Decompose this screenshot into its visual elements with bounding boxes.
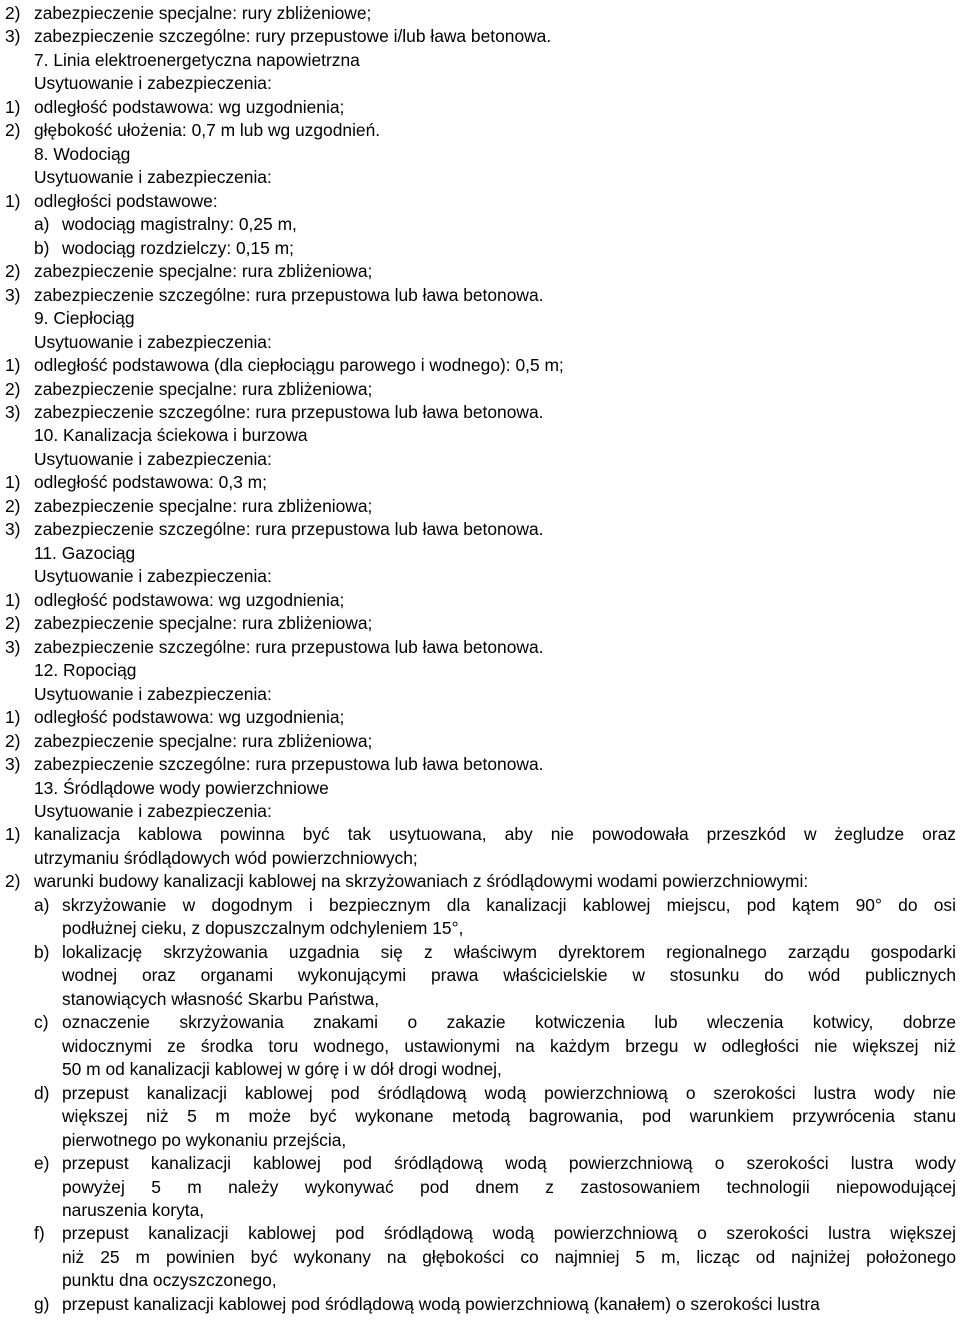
list-item-text: zabezpieczenie specjalne: rura zbliżeniowa; [34, 730, 373, 751]
section-title: 8. Wodociąg [34, 143, 131, 164]
list-item-number: 3) [5, 401, 21, 422]
list-item-number: 2) [5, 495, 21, 516]
list-item-text: zabezpieczenie specjalne: rura zbliżeniowa; [34, 495, 373, 516]
sub-item-text: lokalizację skrzyżowania uzgadnia się z właściwym dyrektorem regionalnego zarządu gospodarki [62, 941, 956, 962]
list-item-number: 3) [5, 754, 21, 775]
sub-item-letter: a) [34, 214, 50, 235]
list-item-text: zabezpieczenie szczególne: rura przepustowa lub ława betonowa. [34, 401, 544, 422]
sub-item-text: podłużnej cieku, z dopuszczalnym odchyleniem 15°, [62, 918, 464, 939]
sub-item-text: wodociąg rozdzielczy: 0,15 m; [62, 237, 294, 258]
list-item-number: 2) [5, 613, 21, 634]
list-item-number: 3) [5, 26, 21, 47]
sub-item-text: widocznymi ze środka toru wodnego, ustawionymi na każdym brzegu w odległości nie większej niż [62, 1035, 956, 1056]
section-subtitle: Usytuowanie i zabezpieczenia: [34, 566, 272, 587]
sub-item-text: wodociąg magistralny: 0,25 m, [62, 214, 297, 235]
sub-item-letter: b) [34, 941, 50, 962]
sub-item-letter: d) [34, 1082, 50, 1103]
section-title: 12. Ropociąg [34, 660, 137, 681]
section-title: 10. Kanalizacja ściekowa i burzowa [34, 425, 308, 446]
list-item-text: odległość podstawowa: wg uzgodnienia; [34, 589, 345, 610]
sub-item-text: stanowiących własność Skarbu Państwa, [62, 988, 380, 1009]
list-item-number: 1) [5, 589, 21, 610]
section-title: 11. Gazociąg [34, 542, 136, 563]
list-item-text: odległość podstawowa: 0,3 m; [34, 472, 267, 493]
sub-item-text: przepust kanalizacji kablowej pod śródlądową wodą powierzchniową o szerokości lustra wody nie [62, 1082, 956, 1103]
list-item-text: zabezpieczenie szczególne: rury przepustowe i/lub ława betonowa. [34, 26, 552, 47]
list-item-number: 2) [5, 120, 21, 141]
list-item-text: zabezpieczenie specjalne: rura zbliżeniowa; [34, 613, 373, 634]
list-item-text: zabezpieczenie szczególne: rura przepustowa lub ława betonowa. [34, 754, 544, 775]
sub-item-letter: a) [34, 894, 50, 915]
list-item-number: 2) [5, 378, 21, 399]
sub-item-text: oznaczenie skrzyżowania znakami o zakazie kotwiczenia lub wleczenia kotwicy, dobrze [62, 1012, 956, 1033]
list-item-number: 1) [5, 355, 21, 376]
sub-item-text: przepust kanalizacji kablowej pod śródlądową wodą powierzchniową o szerokości lustra wody [62, 1153, 956, 1174]
list-item-text: odległości podstawowe: [34, 190, 218, 211]
section-subtitle: Usytuowanie i zabezpieczenia: [34, 167, 272, 188]
list-item-number: 1) [5, 472, 21, 493]
list-item-text: utrzymaniu śródlądowych wód powierzchniowych; [34, 847, 418, 868]
list-item-text: zabezpieczenie specjalne: rura zbliżeniowa; [34, 261, 373, 282]
list-item-number: 2) [5, 3, 21, 23]
section-subtitle: Usytuowanie i zabezpieczenia: [34, 73, 272, 94]
list-item-text: odległość podstawowa: wg uzgodnienia; [34, 96, 345, 117]
sub-item-text: przepust kanalizacji kablowej pod śródlądową wodą powierzchniową o szerokości lustra większej [62, 1223, 956, 1244]
sub-item-text: pierwotnego po wykonaniu przejścia, [62, 1129, 347, 1150]
section-subtitle: Usytuowanie i zabezpieczenia: [34, 683, 272, 704]
list-item-number: 2) [5, 261, 21, 282]
sub-item-text: punktu dna oczyszczonego, [62, 1270, 277, 1291]
list-item-number: 3) [5, 636, 21, 657]
sub-item-letter: f) [34, 1223, 45, 1244]
list-item-text: kanalizacja kablowa powinna być tak usytuowana, aby nie powodowała przeszkód w żegludze oraz [34, 824, 956, 845]
sub-item-letter: b) [34, 237, 50, 258]
list-item-text: głębokość ułożenia: 0,7 m lub wg uzgodnień. [34, 120, 381, 141]
list-item-number: 1) [5, 824, 21, 845]
sub-item-text: naruszenia koryta, [62, 1199, 205, 1220]
sub-item-text: 50 m od kanalizacji kablowej w górę i w dół drogi wodnej, [62, 1059, 502, 1080]
section-title: 13. Śródlądowe wody powierzchniowe [34, 777, 329, 798]
section-title: 7. Linia elektroenergetyczna napowietrzna [34, 49, 360, 70]
list-item-text: zabezpieczenie specjalne: rury zbliżeniowe; [34, 3, 372, 23]
list-item-text: zabezpieczenie specjalne: rura zbliżeniowa; [34, 378, 373, 399]
list-item-number: 3) [5, 284, 21, 305]
sub-item-text: przepust kanalizacji kablowej pod śródlądową wodą powierzchniową (kanałem) o szerokości lustra [62, 1293, 820, 1314]
list-item-number: 1) [5, 707, 21, 728]
list-item-number: 2) [5, 730, 21, 751]
list-item-text: zabezpieczenie szczególne: rura przepustowa lub ława betonowa. [34, 519, 544, 540]
sub-item-text: powyżej 5 m należy wykonywać pod dnem z zastosowaniem technologii niepowodującej [62, 1176, 956, 1197]
list-item-number: 1) [5, 190, 21, 211]
list-item-number: 2) [5, 871, 21, 892]
list-item-text: zabezpieczenie szczególne: rura przepustowa lub ława betonowa. [34, 284, 544, 305]
sub-item-letter: c) [34, 1012, 49, 1033]
list-item-text: warunki budowy kanalizacji kablowej na skrzyżowaniach z śródlądowymi wodami powierzchniowymi: [34, 871, 809, 892]
section-title: 9. Ciepłociąg [34, 308, 135, 329]
list-item-text: odległość podstawowa (dla ciepłociągu parowego i wodnego): 0,5 m; [34, 355, 564, 376]
sub-item-text: skrzyżowanie w dogodnym i bezpiecznym dla kanalizacji kablowej miejscu, pod kątem 90° do osi [62, 894, 956, 915]
list-item-text: odległość podstawowa: wg uzgodnienia; [34, 707, 345, 728]
section-subtitle: Usytuowanie i zabezpieczenia: [34, 448, 272, 469]
section-subtitle: Usytuowanie i zabezpieczenia: [34, 331, 272, 352]
sub-item-text: większej niż 5 m może być wykonane metodą bagrowania, pod warunkiem przywrócenia stanu [62, 1106, 956, 1127]
list-item-number: 1) [5, 96, 21, 117]
sub-item-text: niż 25 m powinien być wykonany na głębokości co najmniej 5 m, licząc od najniżej położonego [62, 1246, 956, 1267]
section-subtitle: Usytuowanie i zabezpieczenia: [34, 800, 272, 821]
list-item-text: zabezpieczenie szczególne: rura przepustowa lub ława betonowa. [34, 636, 544, 657]
sub-item-letter: e) [34, 1153, 50, 1174]
sub-item-letter: g) [34, 1293, 50, 1314]
list-item-number: 3) [5, 519, 21, 540]
sub-item-text: wodnej oraz organami wykonującymi prawa właścicielskie w stosunku do wód publicznych [62, 965, 956, 986]
